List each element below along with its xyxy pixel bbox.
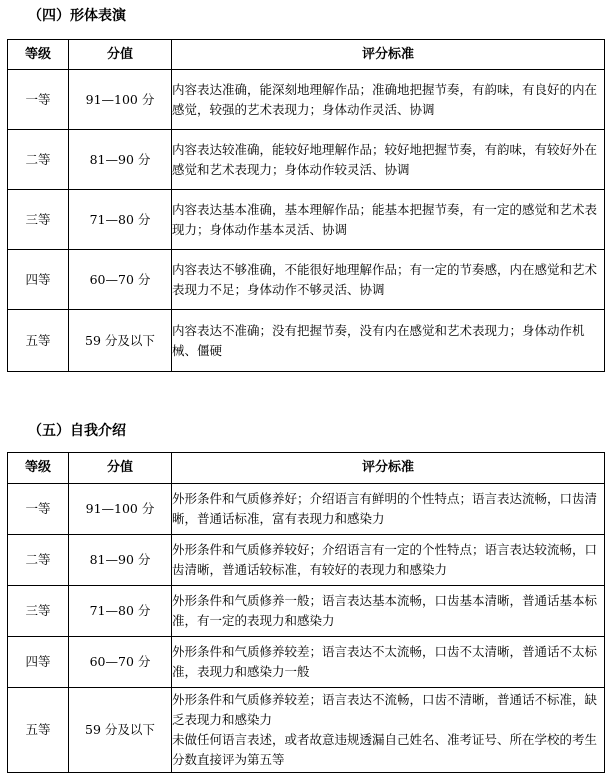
- score-cell: 91—100 分: [69, 484, 172, 535]
- header-level: 等级: [8, 40, 69, 70]
- criteria-cell: 外形条件和气质修养一般；语言表达基本流畅，口齿基本清晰，普通话基本标准，有一定的表现力和感染力: [172, 586, 605, 637]
- level-cell: 二等: [8, 535, 69, 586]
- table-row: [8, 190, 605, 250]
- section-title-performance: （四）形体表演: [28, 8, 126, 24]
- header-level: 等级: [8, 453, 69, 484]
- criteria-cell: 内容表达基本准确，基本理解作品；能基本把握节奏，有一定的感觉和艺术表现力；身体动作基本灵活、协调: [172, 190, 605, 250]
- table-row: [8, 535, 605, 586]
- table-row: [8, 130, 605, 190]
- level-cell: 四等: [8, 250, 69, 310]
- score-cell: 59 分及以下: [69, 688, 172, 773]
- table-row: [8, 637, 605, 688]
- score-cell: 91—100 分: [69, 70, 172, 130]
- criteria-cell: 内容表达不准确；没有把握节奏，没有内在感觉和艺术表现力；身体动作机械、僵硬: [172, 310, 605, 372]
- score-cell: 71—80 分: [69, 190, 172, 250]
- score-cell: 81—90 分: [69, 535, 172, 586]
- table-row: [8, 70, 605, 130]
- level-cell: 一等: [8, 70, 69, 130]
- level-cell: 五等: [8, 688, 69, 773]
- criteria-cell: 内容表达准确，能深刻地理解作品；准确地把握节奏，有韵味，有良好的内在感觉，较强的艺术表现力；身体动作灵活、协调: [172, 70, 605, 130]
- criteria-cell: 内容表达较准确，能较好地理解作品；较好地把握节奏，有韵味，有较好外在感觉和艺术表现力；身体动作较灵活、协调: [172, 130, 605, 190]
- level-cell: 二等: [8, 130, 69, 190]
- criteria-cell: 外形条件和气质修养较差；语言表达不太流畅，口齿不太清晰，普通话不太标准，表现力和感染力一般: [172, 637, 605, 688]
- table-row: [8, 250, 605, 310]
- table-row: [8, 586, 605, 637]
- criteria-cell: 外形条件和气质修养好；介绍语言有鲜明的个性特点；语言表达流畅，口齿清晰，普通话标准，富有表现力和感染力: [172, 484, 605, 535]
- table-header-row: [8, 453, 605, 484]
- table-header-row: [8, 40, 605, 70]
- criteria-extra-note: 未做任何语言表述，或者故意违规透漏自己姓名、准考证号、所在学校的考生分数直接评为第五等: [172, 732, 598, 767]
- score-cell: 59 分及以下: [69, 310, 172, 372]
- table-row: [8, 688, 605, 773]
- criteria-cell: 内容表达不够准确，不能很好地理解作品；有一定的节奏感，内在感觉和艺术表现力不足；身体动作不够灵活、协调: [172, 250, 605, 310]
- performance-scoring-table: [7, 39, 605, 372]
- criteria-cell: 外形条件和气质修养较好；介绍语言有一定的个性特点；语言表达较流畅，口齿清晰，普通话较标准，有较好的表现力和感染力: [172, 535, 605, 586]
- score-cell: 60—70 分: [69, 637, 172, 688]
- level-cell: 三等: [8, 190, 69, 250]
- level-cell: 一等: [8, 484, 69, 535]
- table-row: [8, 484, 605, 535]
- section-title-self-intro: （五）自我介绍: [28, 423, 126, 439]
- table-row: [8, 310, 605, 372]
- level-cell: 四等: [8, 637, 69, 688]
- criteria-cell: [172, 688, 605, 773]
- header-score: 分值: [69, 453, 172, 484]
- header-criteria: 评分标准: [172, 40, 605, 70]
- score-cell: 60—70 分: [69, 250, 172, 310]
- self-intro-scoring-table: [7, 452, 605, 773]
- level-cell: 三等: [8, 586, 69, 637]
- criteria-text: 外形条件和气质修养较差；语言表达不流畅，口齿不清晰，普通话不标准，缺乏表现力和感染力: [172, 692, 598, 727]
- header-score: 分值: [69, 40, 172, 70]
- score-cell: 81—90 分: [69, 130, 172, 190]
- header-criteria: 评分标准: [172, 453, 605, 484]
- score-cell: 71—80 分: [69, 586, 172, 637]
- level-cell: 五等: [8, 310, 69, 372]
